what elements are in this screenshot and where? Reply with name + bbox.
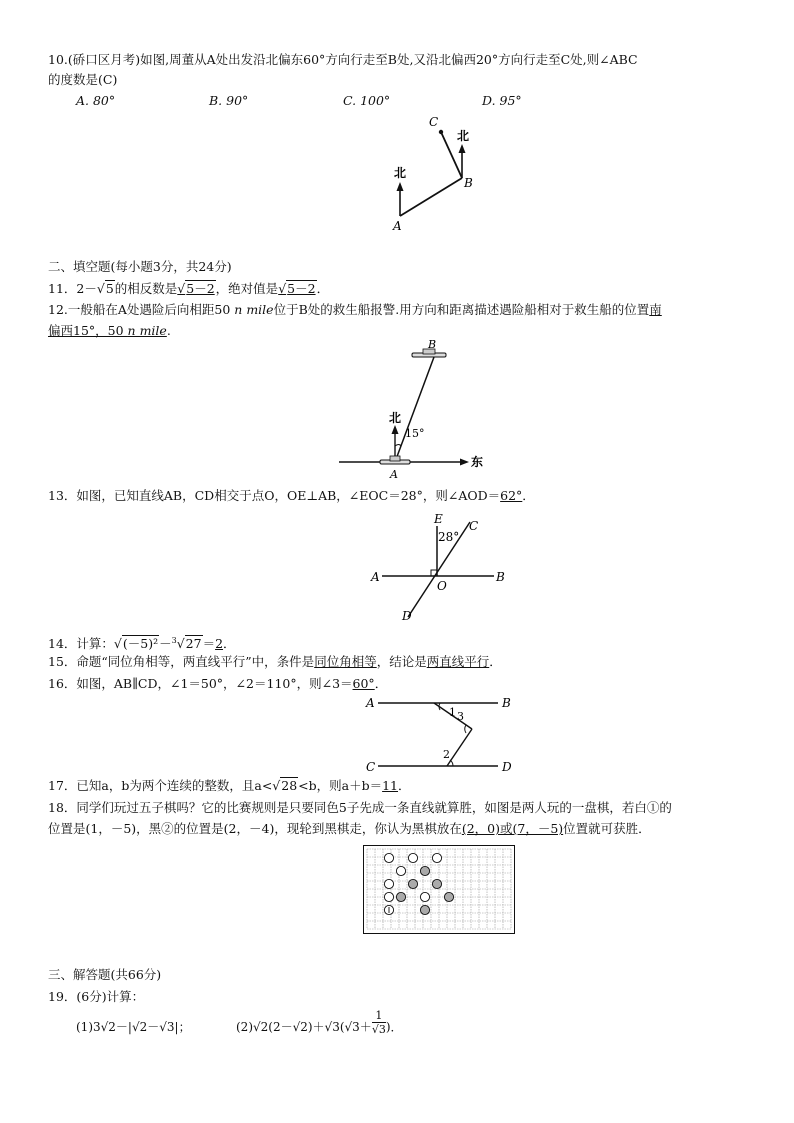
- white-stone: [408, 853, 417, 862]
- angle-1-label: 1: [449, 706, 456, 719]
- q19-part2: (2)√2(2－√2)＋√3(√3＋ $\frac{1}{√3}$ )．: [236, 1009, 403, 1036]
- white-stone: [384, 892, 393, 901]
- q12-line2: 偏西15°，50 n mile.: [48, 323, 171, 338]
- north-label-b: 北: [457, 129, 470, 143]
- white-stone: [432, 853, 441, 862]
- q13-intersecting-lines-figure: [368, 510, 518, 626]
- q10-option-d: D. 95°: [482, 93, 522, 108]
- north-label: 北: [389, 411, 402, 425]
- black-stone: [432, 879, 441, 888]
- q12-line1: 12.一般船在A处遇险后向相距50 n mile位于B处的救生船报警.用方向和距离描述遇险船相对于救生船的位置南: [48, 302, 662, 317]
- north-label-a: 北: [394, 166, 407, 180]
- q11-line: 11．2－√5的相反数是√5－2，绝对值是√5－2．: [48, 281, 330, 296]
- q18-gomoku-board: [363, 845, 516, 935]
- q14-line: 14．计算：√(－5)²－$^3$√27＝2．: [48, 636, 236, 652]
- point-d-label: D: [502, 760, 512, 774]
- point-b-label: B: [502, 696, 511, 710]
- angle-2-label: 2: [443, 748, 450, 761]
- q10-line1: 10.(硚口区月考)如图,周董从A处出发沿北偏东60°方向行走至B处,又沿北偏西20°方向行走至C处,则∠ABC: [48, 52, 638, 67]
- point-b-label: B: [464, 176, 473, 190]
- q12-rescue-figure: [335, 340, 495, 490]
- q16-line: 16．如图，AB∥CD，∠1＝50°，∠2＝110°，则∠3＝60°．: [48, 676, 388, 691]
- white-stone: [384, 853, 393, 862]
- section2-heading: 二、填空题(每小题3分，共24分): [48, 259, 232, 274]
- q17-line: 17．已知a，b为两个连续的整数，且a<√28<b，则a＋b＝11．: [48, 778, 411, 793]
- q10-line2: 的度数是(C): [48, 72, 118, 87]
- point-o-label: O: [437, 579, 447, 593]
- point-b-label: B: [428, 340, 437, 351]
- q13-line: 13．如图，已知直线AB，CD相交于点O，OE⊥AB，∠EOC＝28°，则∠AOD＝62°．: [48, 488, 535, 503]
- q19-part1: (1)3√2－|√2－√3|；: [76, 1020, 191, 1034]
- white-stone: [396, 866, 405, 875]
- q10-option-c: C. 100°: [343, 93, 391, 108]
- point-d-label: D: [402, 609, 412, 623]
- black-stone: [420, 866, 429, 875]
- q18-line2: 位置是(1，－5)，黑②的位置是(2，－4)，现轮到黑棋走，你认为黑棋放在(2，0)或(7，－5)位置就可获胜．: [48, 821, 651, 836]
- white-stone: [420, 892, 429, 901]
- point-b-label: B: [496, 570, 505, 584]
- point-c-label: C: [429, 115, 439, 129]
- black-stone: [408, 879, 417, 888]
- black-stone: [396, 892, 405, 901]
- white-stone: [384, 879, 393, 888]
- point-a-label: A: [390, 468, 398, 481]
- angle-3-label: 3: [457, 710, 464, 723]
- black-stone: [420, 905, 429, 914]
- point-e-label: E: [434, 512, 443, 526]
- q15-line: 15．命题“同位角相等，两直线平行”中，条件是同位角相等，结论是两直线平行．: [48, 654, 502, 669]
- angle-label: 28°: [438, 530, 460, 544]
- east-label: 东: [471, 455, 484, 469]
- q10-direction-figure: [380, 108, 510, 238]
- q16-parallel-lines-figure: [360, 692, 520, 778]
- point-c-label: C: [469, 519, 479, 533]
- section3-heading: 三、解答题(共66分): [48, 967, 162, 982]
- point-c-label: C: [366, 760, 376, 774]
- q10-option-a: A. 80°: [76, 93, 116, 108]
- point-a-label: A: [366, 696, 375, 710]
- angle-label: 15°: [405, 427, 425, 440]
- point-a-label: A: [371, 570, 380, 584]
- q10-option-b: B. 90°: [209, 93, 249, 108]
- q18-line1: 18．同学们玩过五子棋吗？它的比赛规则是只要同色5子先成一条直线就算胜，如图是两人玩的一盘棋，若白①的: [48, 800, 672, 815]
- q19-title: 19．(6分)计算：: [48, 989, 145, 1004]
- black-stone: [444, 892, 453, 901]
- point-a-label: A: [393, 219, 402, 233]
